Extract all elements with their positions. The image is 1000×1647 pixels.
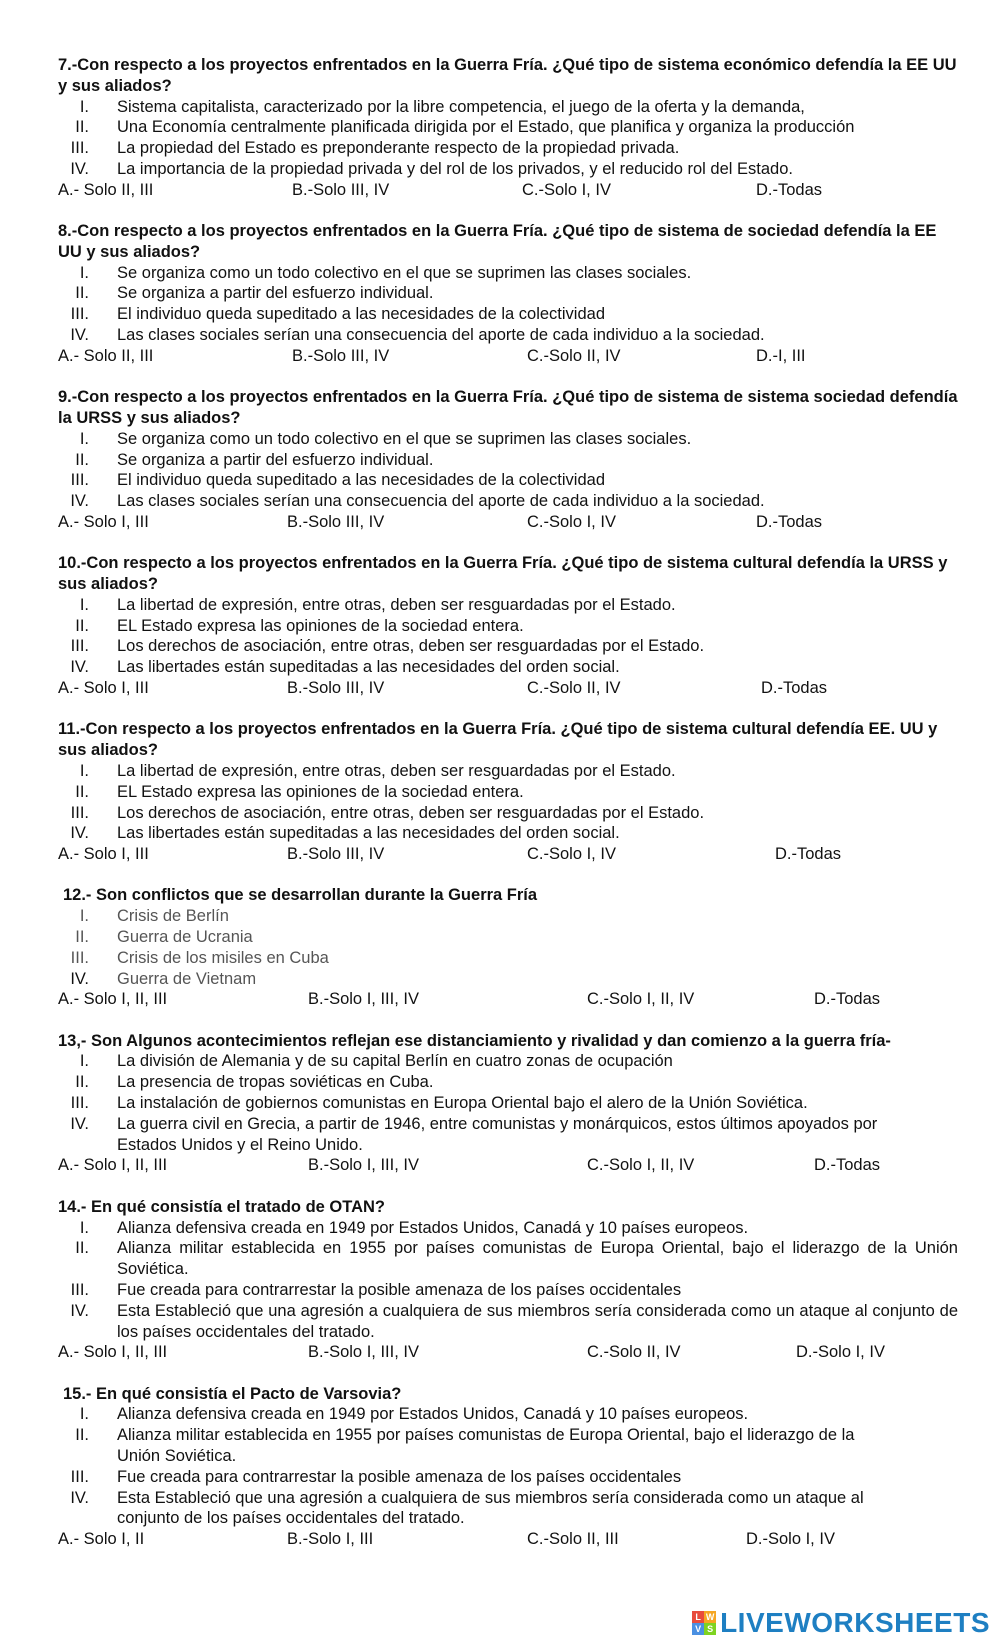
question-title: 12.- Son conflictos que se desarrollan durante la Guerra Fría <box>63 886 538 905</box>
question-title: 9.-Con respecto a los proyectos enfrentados en la Guerra Fría. ¿Qué tipo de sistema de sistema sociedad defendía la URSS y sus aliados? <box>58 388 958 427</box>
roman-numeral: I. <box>79 1405 89 1424</box>
option-text: Guerra de Vietnam <box>117 969 257 988</box>
option-item <box>58 283 958 304</box>
roman-numeral: IV. <box>70 326 89 345</box>
roman-numeral: II. <box>75 782 89 801</box>
answer-d[interactable]: D.-Solo I, IV <box>746 1530 835 1549</box>
answer-choices <box>58 512 958 533</box>
logo-grid-icon <box>692 1611 716 1635</box>
option-text: Fue creada para contrarrestar la posible amenaza de los países occidentales <box>117 1280 682 1299</box>
option-list <box>58 761 958 844</box>
answer-d[interactable]: D.-Todas <box>756 512 823 531</box>
option-item <box>58 1280 958 1301</box>
question-9 <box>58 387 958 533</box>
option-text: Alianza defensiva creada en 1949 por Estados Unidos, Canadá y 10 países europeos. <box>117 1405 749 1424</box>
roman-numeral: IV. <box>70 492 89 511</box>
option-item <box>58 138 958 159</box>
option-item <box>58 1093 958 1114</box>
answer-c[interactable]: C.-Solo I, IV <box>527 512 616 531</box>
option-item <box>58 325 958 346</box>
option-text: Los derechos de asociación, entre otras, deben ser resguardadas por el Estado. <box>117 637 705 656</box>
answer-d[interactable]: D.-I, III <box>756 346 806 365</box>
option-item <box>58 429 958 450</box>
option-item <box>58 782 958 803</box>
option-text: EL Estado expresa las opiniones de la sociedad entera. <box>117 782 524 801</box>
answer-a[interactable]: A.- Solo I, III <box>58 679 149 698</box>
answer-c[interactable]: C.-Solo I, II, IV <box>587 990 695 1009</box>
option-text: Guerra de Ucrania <box>117 927 253 946</box>
option-list <box>58 906 958 989</box>
roman-numeral: I. <box>79 97 89 116</box>
answer-d[interactable]: D.-Todas <box>761 679 828 698</box>
option-text: El individuo queda supeditado a las necesidades de la colectividad <box>117 305 606 324</box>
option-list <box>58 1051 958 1155</box>
option-item <box>58 927 958 948</box>
option-item <box>58 450 958 471</box>
option-list <box>58 429 958 512</box>
roman-numeral: IV. <box>70 969 89 988</box>
answer-choices <box>58 1529 958 1550</box>
roman-numeral: I. <box>79 1218 89 1237</box>
option-text: La guerra civil en Grecia, a partir de 1946, entre comunistas y monárquicos, estos últimos apoyados por Estados Unidos y el Reino Unido. <box>117 1114 878 1154</box>
answer-b[interactable]: B.-Solo I, III, IV <box>308 1156 419 1175</box>
answer-a[interactable]: A.- Solo II, III <box>58 180 154 199</box>
option-item <box>58 263 958 284</box>
roman-numeral: III. <box>70 637 89 656</box>
option-item <box>58 657 958 678</box>
question-title: 15.- En qué consistía el Pacto de Varsovia? <box>63 1384 402 1403</box>
logo-letter: L <box>692 1611 704 1623</box>
answer-choices <box>58 1342 958 1363</box>
option-item <box>58 1072 958 1093</box>
roman-numeral: IV. <box>70 1114 89 1133</box>
roman-numeral: III. <box>70 948 89 967</box>
option-item <box>58 1467 958 1488</box>
logo-text: LIVEWORKSHEETS <box>720 1607 990 1638</box>
option-item <box>58 761 958 782</box>
option-text: Las clases sociales serían una consecuencia del aporte de cada individuo a la sociedad. <box>117 492 765 511</box>
option-item <box>58 803 958 824</box>
option-item <box>58 470 958 491</box>
option-text: Esta Estableció que una agresión a cualquiera de sus miembros sería considerada como un ataque al conjunto de los países occidentales del tratado. <box>117 1488 864 1528</box>
option-text: Una Economía centralmente planificada dirigida por el Estado, que planifica y organiza la producción <box>117 118 855 137</box>
option-item <box>58 304 958 325</box>
answer-b[interactable]: B.-Solo I, III, IV <box>308 990 419 1009</box>
question-13 <box>58 1031 958 1177</box>
option-text: Las clases sociales serían una consecuencia del aporte de cada individuo a la sociedad. <box>117 326 765 345</box>
answer-a[interactable]: A.- Solo I, II, III <box>58 1343 168 1362</box>
roman-numeral: II. <box>75 450 89 469</box>
roman-numeral: III. <box>70 305 89 324</box>
roman-numeral: II. <box>75 118 89 137</box>
answer-b[interactable]: B.-Solo III, IV <box>292 180 390 199</box>
question-title: 7.-Con respecto a los proyectos enfrentados en la Guerra Fría. ¿Qué tipo de sistema económico defendía la EE UU y sus aliados? <box>58 56 957 95</box>
option-item <box>58 595 958 616</box>
option-list <box>58 1404 958 1529</box>
question-10 <box>58 553 958 699</box>
roman-numeral: II. <box>75 616 89 635</box>
roman-numeral: III. <box>70 139 89 158</box>
roman-numeral: III. <box>70 1280 89 1299</box>
roman-numeral: I. <box>79 595 89 614</box>
roman-numeral: III. <box>70 471 89 490</box>
question-title: 13,- Son Algunos acontecimientos reflejan ese distanciamiento y rivalidad y dan comienzo a la guerra fría- <box>58 1031 891 1050</box>
logo-letter: W <box>705 1612 715 1622</box>
option-item <box>58 97 958 118</box>
answer-c[interactable]: C.-Solo I, II, IV <box>587 1156 695 1175</box>
answer-b[interactable]: B.-Solo III, IV <box>287 679 385 698</box>
option-text: La libertad de expresión, entre otras, deben ser resguardadas por el Estado. <box>117 595 676 614</box>
option-text: Los derechos de asociación, entre otras, deben ser resguardadas por el Estado. <box>117 803 705 822</box>
answer-d[interactable]: D.-Solo I, IV <box>796 1343 885 1362</box>
question-11 <box>58 719 958 865</box>
option-item <box>58 1425 958 1467</box>
option-text: Se organiza a partir del esfuerzo individual. <box>117 450 434 469</box>
option-text: Sistema capitalista, caracterizado por la libre competencia, el juego de la oferta y la demanda, <box>117 97 805 116</box>
roman-numeral: II. <box>75 1239 89 1258</box>
option-text: Se organiza como un todo colectivo en el que se suprimen las clases sociales. <box>117 263 692 282</box>
question-8 <box>58 221 958 367</box>
option-text: Crisis de Berlín <box>117 907 229 926</box>
answer-c[interactable]: C.-Solo II, IV <box>587 1343 681 1362</box>
question-title: 8.-Con respecto a los proyectos enfrentados en la Guerra Fría. ¿Qué tipo de sistema de sociedad defendía la EE UU y sus aliados? <box>58 222 937 261</box>
option-text: La propiedad del Estado es preponderante respecto de la propiedad privada. <box>117 139 680 158</box>
option-text: Alianza defensiva creada en 1949 por Estados Unidos, Canadá y 10 países europeos. <box>117 1218 749 1237</box>
answer-c[interactable]: C.-Solo I, IV <box>527 845 616 864</box>
answer-c[interactable]: C.-Solo II, IV <box>527 679 621 698</box>
worksheet-page <box>58 55 958 1571</box>
option-item <box>58 1218 958 1239</box>
roman-numeral: I. <box>79 761 89 780</box>
answer-c[interactable]: C.-Solo II, IV <box>527 346 621 365</box>
answer-b[interactable]: B.-Solo III, IV <box>287 845 385 864</box>
question-title: 10.-Con respecto a los proyectos enfrentados en la Guerra Fría. ¿Qué tipo de sistema cultural defendía la URSS y sus aliados? <box>58 554 948 594</box>
option-text: Alianza militar establecida en 1955 por países comunistas de Europa Oriental, bajo el liderazgo de la Unión Soviética. <box>117 1426 855 1466</box>
roman-numeral: III. <box>70 1467 89 1486</box>
option-item <box>58 1404 958 1425</box>
option-text: Fue creada para contrarrestar la posible amenaza de los países occidentales <box>117 1467 682 1486</box>
option-item <box>58 969 958 990</box>
option-item <box>58 159 958 180</box>
answer-d[interactable]: D.-Todas <box>814 1156 881 1175</box>
option-text: Las libertades están supeditadas a las necesidades del orden social. <box>117 658 620 677</box>
answer-b[interactable]: B.-Solo I, III <box>287 1530 374 1549</box>
answer-d[interactable]: D.-Todas <box>814 990 881 1009</box>
answer-c[interactable]: C.-Solo I, IV <box>522 180 611 199</box>
option-text: La libertad de expresión, entre otras, deben ser resguardadas por el Estado. <box>117 761 676 780</box>
roman-numeral: III. <box>70 1094 89 1113</box>
answer-a[interactable]: A.- Solo I, II, III <box>58 1156 168 1175</box>
option-item <box>58 1488 958 1530</box>
roman-numeral: II. <box>75 1426 89 1445</box>
roman-numeral: III. <box>70 803 89 822</box>
option-text: Esta Estableció que una agresión a cualquiera de sus miembros sería considerada como un ataque al conjunto de los países occidentales del tratado. <box>117 1301 958 1341</box>
option-item <box>58 636 958 657</box>
option-text: Se organiza como un todo colectivo en el que se suprimen las clases sociales. <box>117 429 692 448</box>
option-text: La importancia de la propiedad privada y del rol de los privados, y el reducido rol del Estado. <box>117 159 793 178</box>
roman-numeral: IV. <box>70 159 89 178</box>
question-7 <box>58 55 958 201</box>
roman-numeral: IV. <box>70 824 89 843</box>
option-item <box>58 1051 958 1072</box>
option-item <box>58 616 958 637</box>
answer-choices <box>58 180 958 201</box>
roman-numeral: IV. <box>70 658 89 677</box>
answer-c[interactable]: C.-Solo II, III <box>527 1530 619 1549</box>
option-item <box>58 948 958 969</box>
roman-numeral: IV. <box>70 1301 89 1320</box>
option-list <box>58 97 958 180</box>
question-12 <box>58 885 958 1010</box>
option-text: Crisis de los misiles en Cuba <box>117 948 329 967</box>
roman-numeral: IV. <box>70 1488 89 1507</box>
option-item <box>58 117 958 138</box>
answer-a[interactable]: A.- Solo I, II, III <box>58 990 168 1009</box>
option-item <box>58 1238 958 1280</box>
answer-b[interactable]: B.-Solo III, IV <box>287 512 385 531</box>
answer-a[interactable]: A.- Solo II, III <box>58 346 154 365</box>
option-list <box>58 263 958 346</box>
answer-choices <box>58 1155 958 1176</box>
roman-numeral: I. <box>79 1052 89 1071</box>
answer-a[interactable]: A.- Solo I, III <box>58 845 149 864</box>
roman-numeral: I. <box>79 429 89 448</box>
logo-letter: V <box>692 1623 704 1635</box>
answer-b[interactable]: B.-Solo I, III, IV <box>308 1343 419 1362</box>
option-text: Las libertades están supeditadas a las necesidades del orden social. <box>117 824 620 843</box>
option-text: La instalación de gobiernos comunistas en Europa Oriental bajo el alero de la Unión Soviética. <box>117 1094 808 1113</box>
roman-numeral: I. <box>79 263 89 282</box>
option-text: EL Estado expresa las opiniones de la sociedad entera. <box>117 616 524 635</box>
option-text: La presencia de tropas soviéticas en Cuba. <box>117 1073 434 1092</box>
option-list <box>58 1218 958 1343</box>
option-item <box>58 491 958 512</box>
option-item <box>58 906 958 927</box>
option-item <box>58 823 958 844</box>
answer-a[interactable]: A.- Solo I, III <box>58 512 149 531</box>
answer-choices <box>58 346 958 367</box>
answer-choices <box>58 678 958 699</box>
roman-numeral: II. <box>75 927 89 946</box>
answer-a[interactable]: A.- Solo I, II <box>58 1530 145 1549</box>
roman-numeral: II. <box>75 284 89 303</box>
answer-d[interactable]: D.-Todas <box>756 180 823 199</box>
question-14 <box>58 1197 958 1363</box>
answer-choices <box>58 989 958 1010</box>
answer-d[interactable]: D.-Todas <box>775 845 842 864</box>
option-text: La división de Alemania y de su capital Berlín en cuatro zonas de ocupación <box>117 1052 673 1071</box>
option-item <box>58 1114 958 1156</box>
option-text: Alianza militar establecida en 1955 por países comunistas de Europa Oriental, bajo el liderazgo de la Unión Soviética. <box>117 1239 958 1279</box>
question-15 <box>58 1384 958 1550</box>
answer-choices <box>58 844 958 865</box>
question-title: 14.- En qué consistía el tratado de OTAN? <box>58 1197 386 1216</box>
answer-b[interactable]: B.-Solo III, IV <box>292 346 390 365</box>
logo-letter: S <box>704 1623 716 1635</box>
roman-numeral: I. <box>79 907 89 926</box>
option-text: Se organiza a partir del esfuerzo individual. <box>117 284 434 303</box>
roman-numeral: II. <box>75 1073 89 1092</box>
question-title: 11.-Con respecto a los proyectos enfrentados en la Guerra Fría. ¿Qué tipo de sistema cultural defendía EE. UU y sus aliados? <box>58 720 938 760</box>
option-text: El individuo queda supeditado a las necesidades de la colectividad <box>117 471 606 490</box>
liveworksheets-logo <box>692 1607 990 1639</box>
option-list <box>58 595 958 678</box>
option-item <box>58 1301 958 1343</box>
